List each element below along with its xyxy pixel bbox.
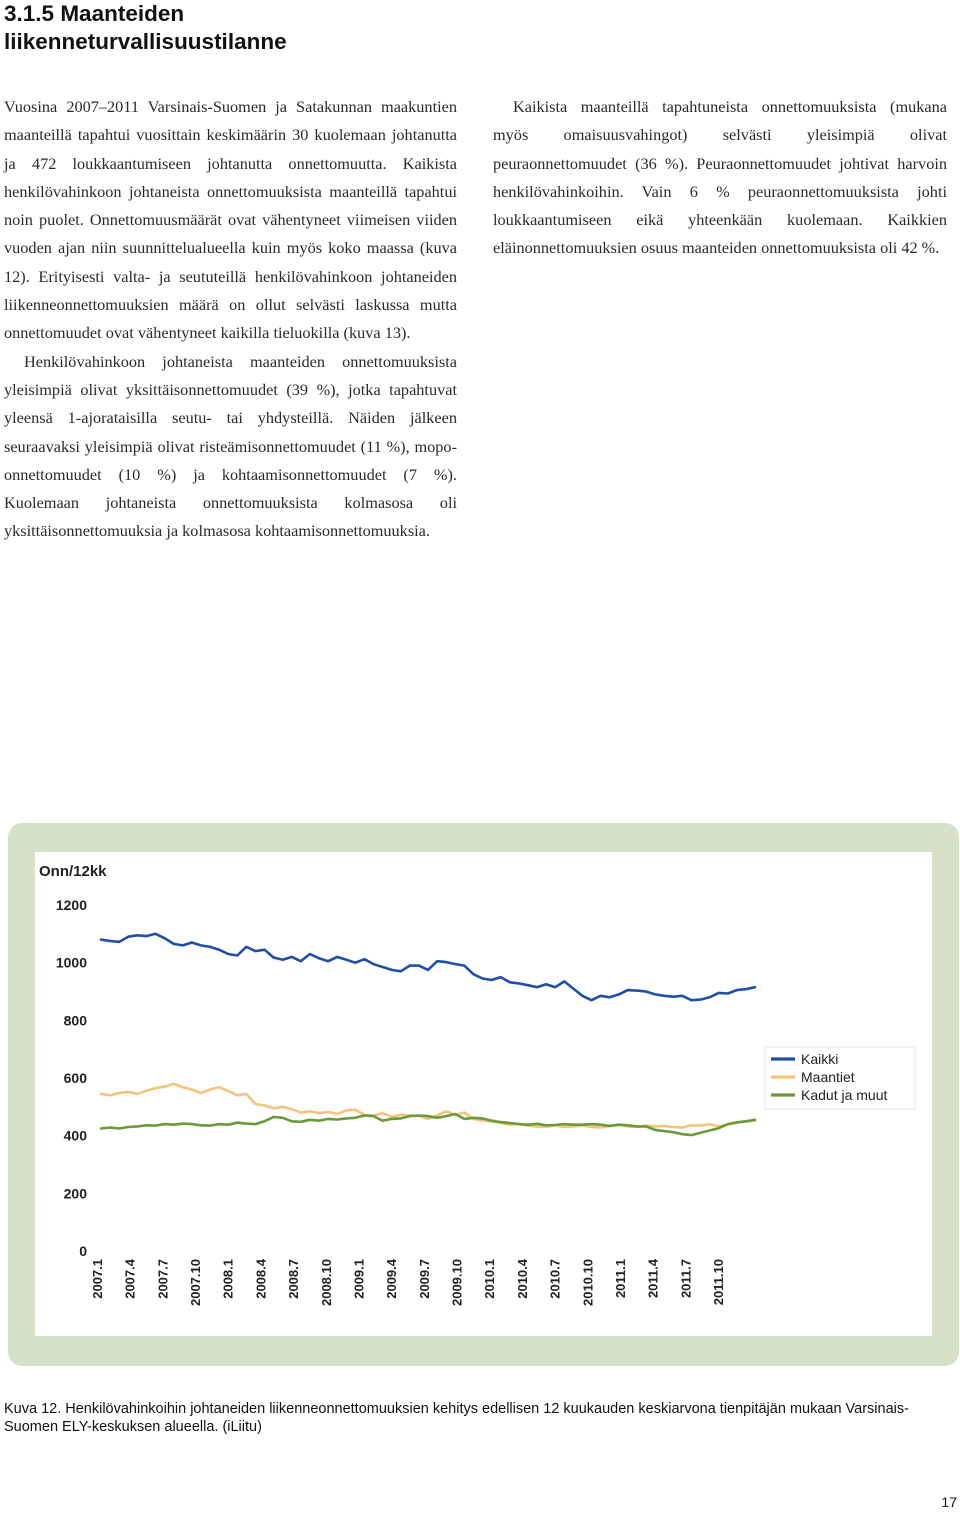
x-tick-label: 2011.7	[678, 1259, 694, 1299]
x-tick-label: 2010.10	[580, 1259, 596, 1306]
y-tick-label: 1000	[55, 954, 87, 971]
legend-label: Kaikki	[801, 1051, 839, 1067]
x-tick-label: 2011.4	[645, 1259, 661, 1299]
series-line-3	[101, 1114, 755, 1135]
x-tick-label: 2007.10	[188, 1259, 204, 1306]
x-tick-label: 2009.7	[416, 1259, 432, 1299]
legend	[765, 1047, 915, 1109]
left-text-column	[4, 93, 457, 546]
x-tick-label: 2008.10	[318, 1259, 334, 1306]
x-tick-label: 2011.1	[612, 1259, 628, 1299]
right-text-column	[493, 93, 947, 263]
x-tick-label: 2009.4	[384, 1259, 400, 1299]
page-number: 17	[941, 1494, 957, 1510]
y-tick-label: 600	[63, 1070, 87, 1086]
y-tick-label: 800	[63, 1012, 87, 1029]
paragraph: Vuosina 2007–2011 Varsinais-Suomen ja Satakunnan maakuntien maanteillä tapahtui vuosittain keskimäärin 30 kuolemaan johtanutta ja 472 loukkaantumiseen johtanutta onnettomuutta. Kaikista henkilövahinkoon johtaneista onnettomuuksista maanteillä tapahtui noin puolet. Onnettomuusmäärät ovat vähentyneet viimeisen viiden vuoden ajan niin suunnittelualueella kuin myös koko maassa (kuva 12). Erityisesti valta- ja seututeillä henkilövahinkoon johtaneiden liikenneonnettomuuksien määrä on ollut selvästi laskussa mutta onnettomuudet ovat vähentyneet kaikilla tieluokilla (kuva 13).	[4, 97, 457, 343]
x-tick-label: 2009.1	[351, 1259, 367, 1299]
x-tick-label: 2010.4	[514, 1259, 530, 1299]
y-tick-label: 400	[63, 1127, 87, 1144]
x-tick-label: 2008.4	[253, 1259, 269, 1299]
x-tick-label: 2011.10	[711, 1259, 726, 1306]
section-heading-line-1	[4, 0, 604, 28]
figure-caption: Kuva 12. Henkilövahinkoihin johtaneiden liikenneonnettomuuksien kehitys edellisen 12 kuukauden keskiarvona tienpitäjän mukaan Varsinais-Suomen ELY-keskuksen alueella. (iLiitu)	[4, 1401, 909, 1435]
x-tick-label: 2009.10	[449, 1259, 465, 1306]
x-tick-label: 2008.7	[286, 1259, 302, 1299]
chart-panel	[35, 852, 932, 1336]
accident-trend-chart	[35, 852, 932, 1336]
y-tick-label: 0	[79, 1243, 87, 1259]
section-title-line-2: liikenneturvallisuustilanne	[4, 29, 287, 54]
paragraph: Henkilövahinkoon johtaneista maanteiden onnettomuuksista yleisimpiä olivat yksittäisonnettomuudet (39 %), jotka tapahtuvat yleensä 1-ajorataisilla seutu- tai yhdysteillä. Näiden jälkeen seuraavaksi yleisimpiä olivat risteämisonnettomuudet (11 %), mopo-onnettomuudet (10 %) ja kohtaamisonnettomuudet (7 %). Kuolemaan johtaneista onnettomuuksista kolmasosa oli yksittäisonnettomuuksia ja kolmasosa kohtaamisonnettomuuksia.	[4, 351, 457, 541]
y-tick-label: 200	[63, 1185, 87, 1202]
x-tick-label: 2008.1	[220, 1259, 236, 1299]
paragraph: Kaikista maanteillä tapahtuneista onnettomuuksista (mukana myös omaisuusvahingot) selvästi yleisimpiä olivat peuraonnettomuudet (36 %). Peuraonnettomuudet johtivat harvoin henkilövahinkoihin. Vain 6 % peuraonnettomuuksista johti loukkaantumiseen eikä yhteenkään kuolemaan. Kaikkien eläinonnettomuuksien osuus maanteiden onnettomuuksista oli 42 %.	[493, 97, 947, 258]
legend-label: Kadut ja muut	[801, 1087, 888, 1103]
x-tick-label: 2007.4	[122, 1259, 138, 1299]
x-tick-label: 2010.7	[547, 1259, 563, 1299]
legend-label: Maantiet	[801, 1069, 855, 1085]
series-line-2	[101, 1084, 755, 1128]
y-axis-label: Onn/12kk	[39, 863, 107, 880]
y-tick-label: 1200	[55, 897, 87, 913]
section-number: 3.1.5	[4, 1, 55, 26]
x-tick-label: 2007.1	[90, 1259, 105, 1299]
x-tick-label: 2007.7	[155, 1259, 171, 1299]
x-tick-label: 2010.1	[482, 1259, 498, 1299]
chart-frame	[8, 823, 959, 1366]
section-heading	[4, 0, 604, 56]
series-line-1	[101, 934, 755, 1000]
section-title-line-1: Maanteiden	[60, 1, 185, 26]
